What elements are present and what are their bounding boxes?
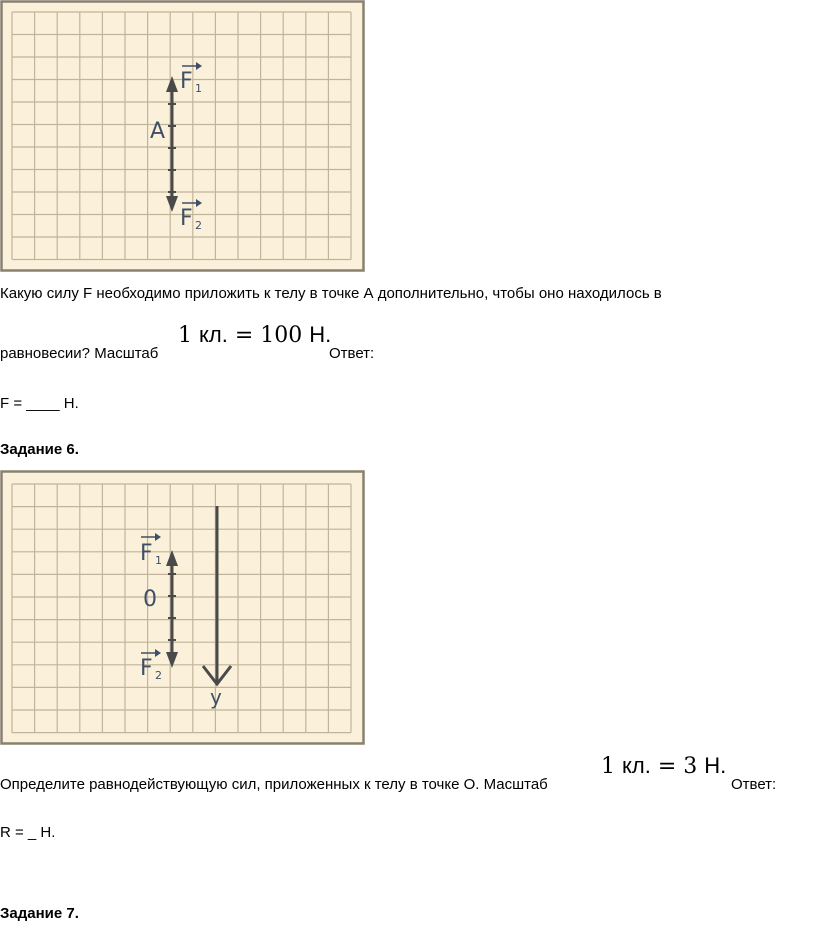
svg-text:2: 2 — [155, 669, 162, 682]
figure-1-grid — [0, 0, 368, 274]
task6-answer-line: R = _ Н. — [0, 824, 56, 841]
task6-question: Определите равнодействующую сил, приложенных к телу в точке О. Масштаб — [0, 776, 548, 793]
task5-question-line1: Какую силу F необходимо приложить к телу в точке А дополнительно, чтобы оно находилось в — [0, 285, 662, 302]
svg-text:1: 1 — [195, 82, 202, 95]
task5-answer-label: Ответ: — [329, 345, 375, 362]
svg-text:F: F — [180, 69, 193, 94]
point-a-label: A — [150, 119, 166, 144]
task6-heading: Задание 6. — [0, 441, 79, 458]
point-o-label: 0 — [143, 587, 157, 612]
task6-scale-formula: 1 кл. = 3 Н. — [601, 753, 727, 779]
svg-text:F: F — [140, 541, 153, 566]
y-axis-label: y — [210, 685, 222, 709]
task5-scale-formula: 1 кл. = 100 Н. — [178, 322, 332, 348]
task5-answer-line: F = ____ Н. — [0, 395, 79, 412]
svg-text:1: 1 — [155, 554, 162, 567]
svg-text:2: 2 — [195, 219, 202, 232]
task7-heading: Задание 7. — [0, 905, 79, 922]
task5-question-line2: равновесии? Масштаб — [0, 345, 159, 362]
figure-2-grid — [0, 470, 368, 746]
svg-text:F: F — [180, 206, 193, 231]
task6-answer-label: Ответ: — [731, 776, 777, 793]
svg-text:F: F — [140, 656, 153, 681]
